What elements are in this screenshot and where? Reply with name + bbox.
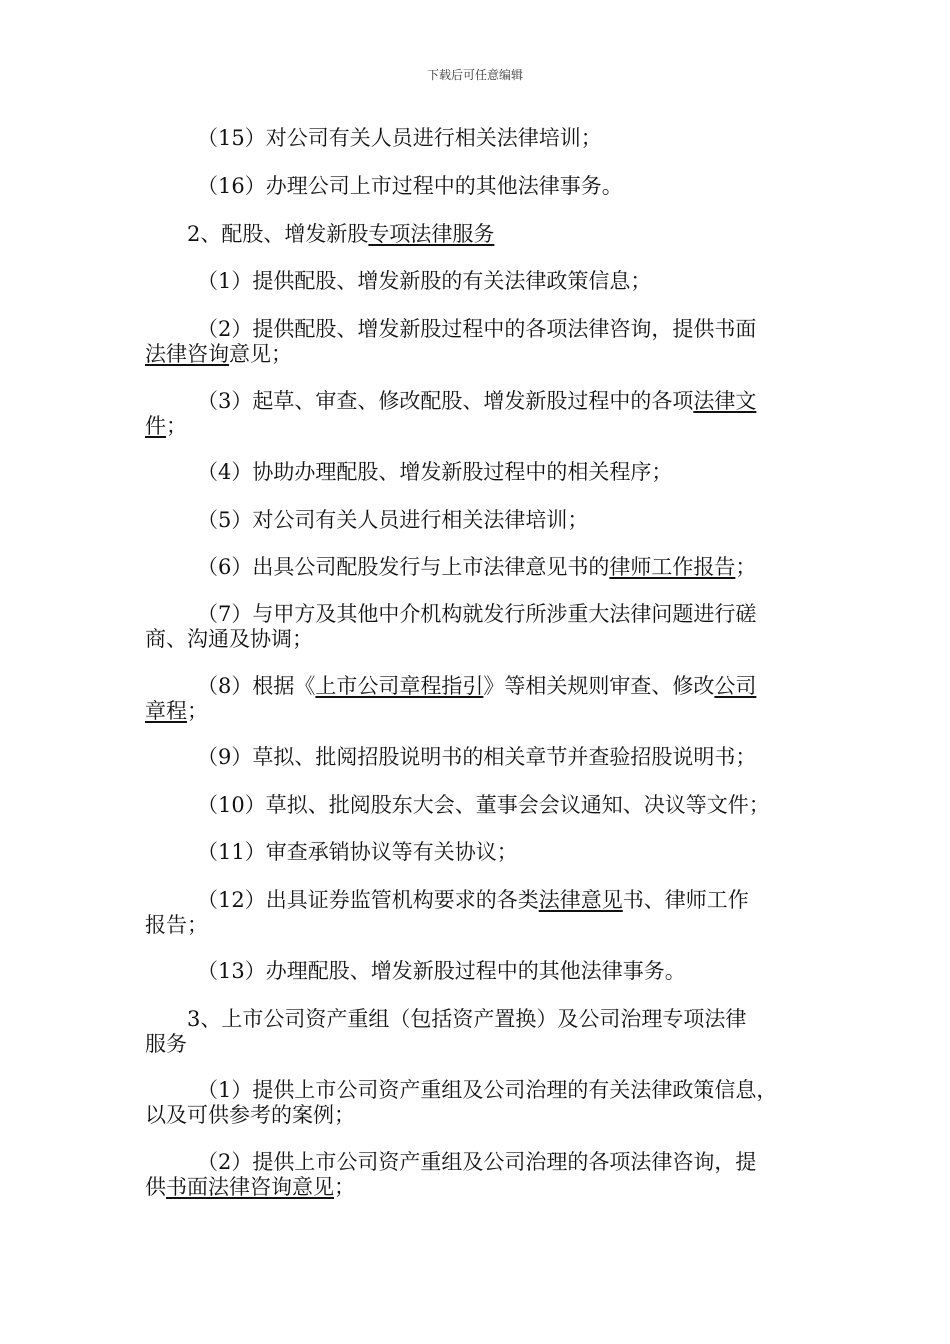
paragraph-line bbox=[145, 674, 805, 699]
text-run: （2）提供配股、增发新股过程中的各项法律咨询，提供书面 bbox=[197, 317, 757, 341]
text-run: 》等相关规则审查、修改 bbox=[483, 674, 715, 698]
paragraph-line bbox=[145, 222, 805, 247]
text-run: 服务 bbox=[145, 1032, 187, 1056]
text-run: （16）办理公司上市过程中的其他法律事务。 bbox=[197, 174, 623, 198]
paragraph-line-continued bbox=[145, 913, 805, 938]
paragraph-line bbox=[145, 888, 805, 913]
text-run: （9）草拟、批阅招股说明书的相关章节并查验招股说明书； bbox=[197, 745, 757, 769]
paragraph-line bbox=[145, 389, 805, 414]
paragraph-line bbox=[145, 745, 805, 770]
text-run: （11）审查承销协议等有关协议； bbox=[197, 840, 518, 864]
text-run: 3、上市公司资产重组（包括资产置换）及公司治理专项法律 bbox=[187, 1007, 747, 1031]
paragraph-s2-13 bbox=[145, 959, 805, 984]
underlined-term: 章程 bbox=[145, 699, 187, 723]
underlined-term: 律师工作报告 bbox=[609, 555, 736, 579]
text-run: ； bbox=[735, 555, 757, 579]
paragraph-p15 bbox=[145, 126, 805, 151]
paragraph-line bbox=[145, 1007, 805, 1032]
paragraph-s3-2 bbox=[145, 1150, 805, 1200]
paragraph-line bbox=[145, 174, 805, 199]
paragraph-line bbox=[145, 959, 805, 984]
text-run: （5）对公司有关人员进行相关法律培训； bbox=[197, 508, 589, 532]
text-run: ； bbox=[166, 414, 187, 438]
text-run: ； bbox=[334, 1175, 355, 1199]
paragraph-line-continued bbox=[145, 1175, 805, 1200]
paragraph-line bbox=[145, 317, 805, 342]
paragraph-s2 bbox=[145, 222, 805, 247]
paragraph-line bbox=[145, 126, 805, 151]
paragraph-line bbox=[145, 1078, 805, 1103]
paragraph-s2-8 bbox=[145, 674, 805, 724]
text-run: （12）出具证券监管机构要求的各类 bbox=[197, 888, 539, 912]
text-run: 书、律师工作 bbox=[622, 888, 749, 912]
paragraph-s2-6 bbox=[145, 555, 805, 580]
text-run: 意见； bbox=[229, 342, 292, 366]
text-run: （10）草拟、批阅股东大会、董事会会议通知、决议等文件； bbox=[197, 793, 770, 817]
paragraph-line-continued bbox=[145, 342, 805, 367]
text-run: 商、沟通及协调； bbox=[145, 627, 313, 651]
paragraph-line-continued bbox=[145, 627, 805, 652]
text-run: （6）出具公司配股发行与上市法律意见书的 bbox=[197, 555, 610, 579]
text-run: （15）对公司有关人员进行相关法律培训； bbox=[197, 126, 602, 150]
paragraph-line-continued bbox=[145, 1103, 805, 1128]
paragraph-s2-1 bbox=[145, 269, 805, 294]
paragraph-line bbox=[145, 840, 805, 865]
paragraph-s2-3 bbox=[145, 389, 805, 439]
text-run: 以及可供参考的案例； bbox=[145, 1103, 355, 1127]
underlined-term: 法律咨询 bbox=[145, 342, 229, 366]
paragraph-s2-11 bbox=[145, 840, 805, 865]
paragraph-s3-1 bbox=[145, 1078, 805, 1128]
text-run: ； bbox=[187, 699, 208, 723]
text-run: （1）提供上市公司资产重组及公司治理的有关法律政策信息， bbox=[197, 1078, 778, 1102]
underlined-term: 法律文 bbox=[693, 389, 757, 413]
paragraph-line-continued bbox=[145, 1032, 805, 1057]
paragraph-s2-9 bbox=[145, 745, 805, 770]
text-run: （2）提供上市公司资产重组及公司治理的各项法律咨询，提 bbox=[197, 1150, 757, 1174]
text-run: （8）根据《 bbox=[197, 674, 316, 698]
paragraph-s2-4 bbox=[145, 460, 805, 485]
paragraph-line-continued bbox=[145, 699, 805, 724]
paragraph-s2-5 bbox=[145, 508, 805, 533]
paragraph-line bbox=[145, 508, 805, 533]
paragraph-line bbox=[145, 793, 805, 818]
underlined-term: 专项法律服务 bbox=[368, 222, 495, 246]
paragraph-line bbox=[145, 602, 805, 627]
text-run: 2、配股、增发新股 bbox=[187, 222, 369, 246]
underlined-term: 法律意见 bbox=[538, 888, 623, 912]
text-run: （13）办理配股、增发新股过程中的其他法律事务。 bbox=[197, 959, 686, 983]
underlined-term: 件 bbox=[145, 414, 166, 438]
paragraph-line bbox=[145, 460, 805, 485]
underlined-term: 上市公司章程指引 bbox=[315, 674, 484, 698]
paragraph-p16 bbox=[145, 174, 805, 199]
underlined-term: 书面法律咨询意见 bbox=[166, 1175, 334, 1199]
paragraph-line bbox=[145, 269, 805, 294]
paragraph-line bbox=[145, 1150, 805, 1175]
paragraph-s2-10 bbox=[145, 793, 805, 818]
text-run: （1）提供配股、增发新股的有关法律政策信息； bbox=[197, 269, 652, 293]
text-run: （4）协助办理配股、增发新股过程中的相关程序； bbox=[197, 460, 673, 484]
paragraph-line-continued bbox=[145, 414, 805, 439]
text-run: 供 bbox=[145, 1175, 166, 1199]
text-run: （3）起草、审查、修改配股、增发新股过程中的各项 bbox=[197, 389, 694, 413]
underlined-term: 公司 bbox=[714, 674, 757, 698]
page-header: 下载后可任意编辑 bbox=[426, 68, 523, 82]
paragraph-s3 bbox=[145, 1007, 805, 1057]
text-run: 报告； bbox=[145, 913, 208, 937]
text-run: （7）与甲方及其他中介机构就发行所涉重大法律问题进行磋 bbox=[197, 602, 757, 626]
paragraph-s2-7 bbox=[145, 602, 805, 652]
paragraph-s2-2 bbox=[145, 317, 805, 367]
paragraph-s2-12 bbox=[145, 888, 805, 938]
paragraph-line bbox=[145, 555, 805, 580]
